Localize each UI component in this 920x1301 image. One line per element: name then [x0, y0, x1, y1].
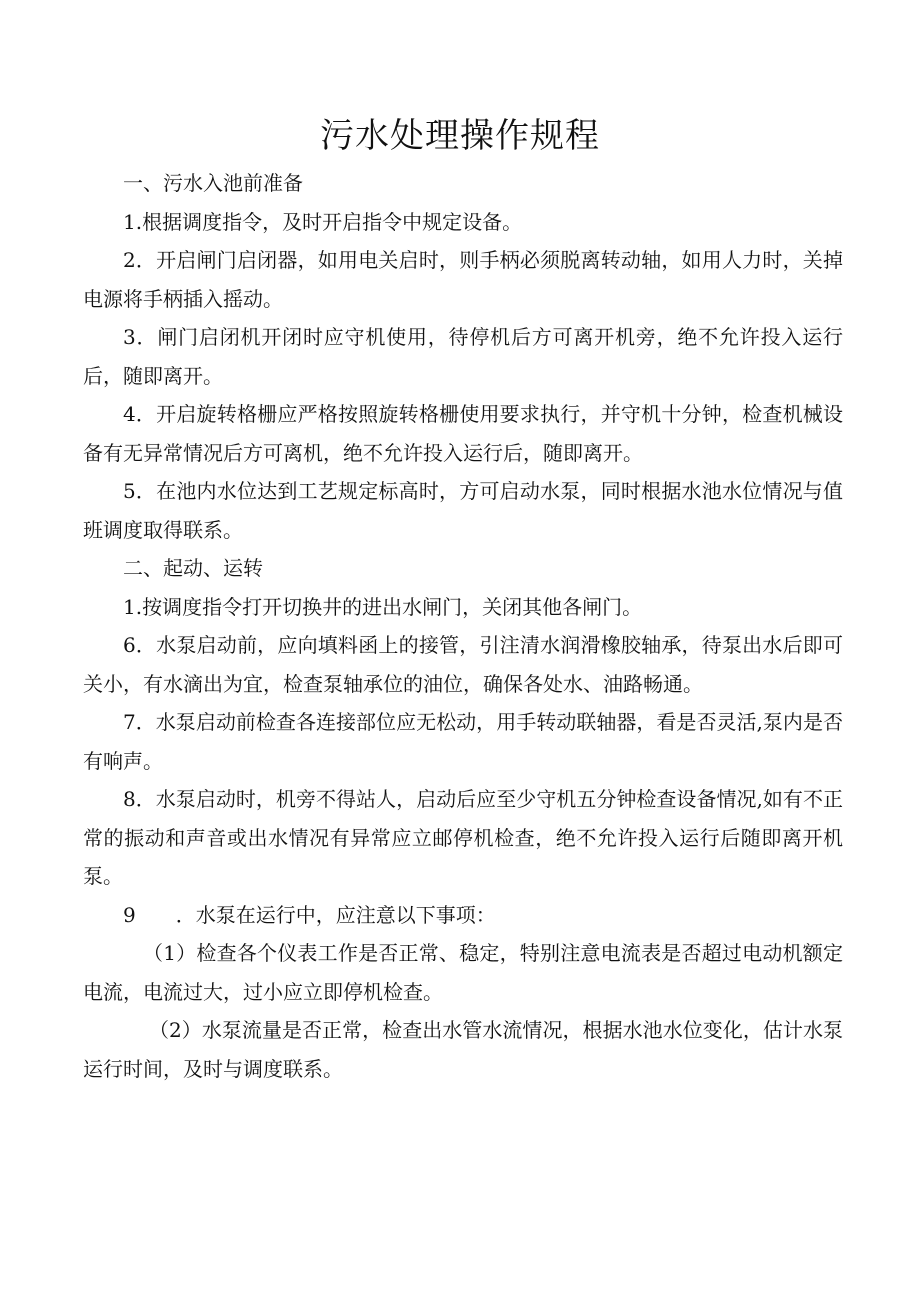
- paragraph-item: 7．水泵启动前检查各连接部位应无松动，用手转动联轴器，看是否灵活,泵内是否有响声。: [83, 710, 843, 773]
- paragraph-item: 8．水泵启动时，机旁不得站人，启动后应至少守机五分钟检查设备情况,如有不正常的振动和声音或出水情况有异常应立邮停机检查，绝不允许投入运行后随即离开机泵。: [83, 787, 843, 888]
- paragraph-item: 3．闸门启闭机开闭时应守机使用，待停机后方可离开机旁，绝不允许投入运行后，随即离开。: [83, 325, 843, 388]
- document-body: [83, 164, 843, 1088]
- paragraph-item: 5．在池内水位达到工艺规定标高时，方可启动水泵，同时根据水池水位情况与值班调度取得联系。: [83, 479, 843, 542]
- paragraph-item: 1.按调度指令打开切换井的进出水闸门，关闭其他各闸门。: [123, 594, 643, 619]
- paragraph-item: 9 ．水泵在运行中，应注意以下事项：: [123, 902, 496, 927]
- sub-item: （1）检查各个仪表工作是否正常、稳定，特别注意电流表是否超过电动机额定电流，电流过大，过小应立即停机检查。: [83, 941, 843, 1004]
- paragraph-item: 4．开启旋转格栅应严格按照旋转格栅使用要求执行，并守机十分钟，检查机械设备有无异常情况后方可离机，绝不允许投入运行后，随即离开。: [83, 402, 843, 465]
- sub-item: （2）水泵流量是否正常，检查出水管水流情况，根据水池水位变化，估计水泵运行时间，及时与调度联系。: [83, 1018, 843, 1081]
- paragraph-item: 2．开启闸门启闭器，如用电关启时，则手柄必须脱离转动轴，如用人力时，关掉电源将手柄插入摇动。: [83, 248, 843, 311]
- paragraph-item: 1.根据调度指令，及时开启指令中规定设备。: [123, 209, 523, 234]
- section-heading-preparation: 一、污水入池前准备: [123, 171, 303, 195]
- section-heading-startup: 二、起动、运转: [123, 556, 263, 580]
- document-title: 污水处理操作规程: [320, 116, 600, 156]
- paragraph-item: 6．水泵启动前，应向填料函上的接管，引注清水润滑橡胶轴承，待泵出水后即可关小，有水滴出为宜，检查泵轴承位的油位，确保各处水、油路畅通。: [83, 633, 843, 696]
